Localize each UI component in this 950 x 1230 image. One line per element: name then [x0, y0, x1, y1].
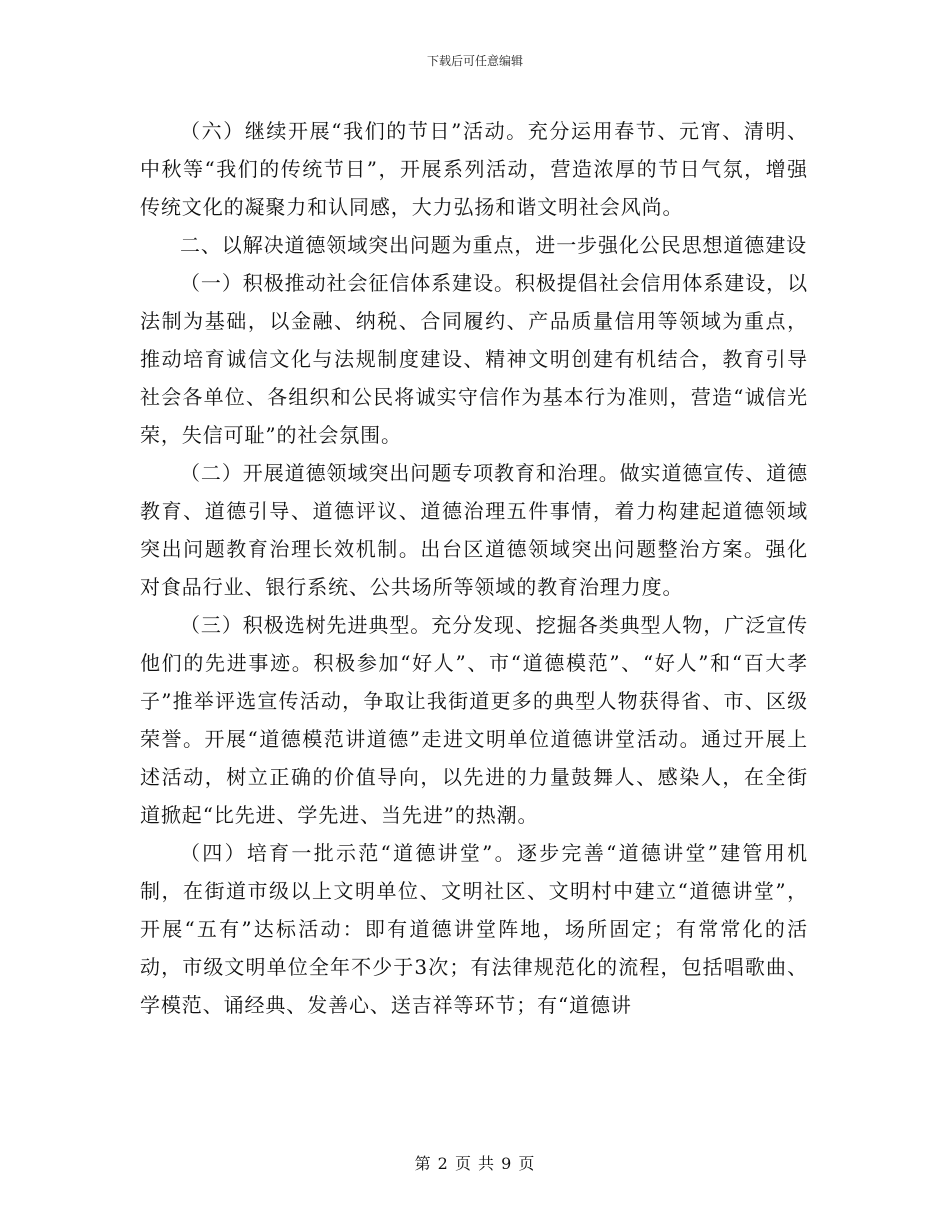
body-text	[140, 112, 808, 1024]
page-number: 第 2 页 共 9 页	[414, 1154, 536, 1173]
paragraph-festival-activities: （六）继续开展“我们的节日”活动。充分运用春节、元宵、清明、中秋等“我们的传统节日”，开展系列活动，营造浓厚的节日气氛，增强传统文化的凝聚力和认同感，大力弘扬和谐文明社会风尚。	[140, 119, 808, 219]
paragraph-credit-system: （一）积极推动社会征信体系建设。积极提倡社会信用体系建设，以法制为基础，以金融、纳税、合同履约、产品质量信用等领域为重点，推动培育诚信文化与法规制度建设、精神文明创建有机结合，教育引导社会各单位、各组织和公民将诚实守信作为基本行为准则，营造“诚信光荣，失信可耻”的社会氛围。	[140, 271, 808, 447]
header-note: 下载后可任意编辑	[426, 54, 523, 68]
section-heading-two: 二、以解决道德领域突出问题为重点，进一步强化公民思想道德建设	[180, 233, 807, 257]
paragraph-moral-governance: （二）开展道德领域突出问题专项教育和治理。做实道德宣传、道德教育、道德引导、道德评议、道德治理五件事情，着力构建起道德领域突出问题教育治理长效机制。出台区道德领域突出问题整治方案。强化对食品行业、银行系统、公共场所等领域的教育治理力度。	[140, 461, 808, 599]
paragraph-moral-lecture-hall: （四）培育一批示范“道德讲堂”。逐步完善“道德讲堂”建管用机制，在街道市级以上文明单位、文明社区、文明村中建立“道德讲堂”，开展“五有”达标活动：即有道德讲堂阵地，场所固定；有常常化的活动，市级文明单位全年不少于3次；有法律规范化的流程，包括唱歌曲、学模范、诵经典、发善心、送吉祥等环节；有“道德讲	[140, 841, 808, 1017]
paragraph-role-models: （三）积极选树先进典型。充分发现、挖掘各类典型人物，广泛宣传他们的先进事迹。积极参加“好人”、市“道德模范”、“好人”和“百大孝子”推举评选宣传活动，争取让我街道更多的典型人物获得省、市、区级荣誉。开展“道德模范讲道德”走进文明单位道德讲堂活动。通过开展上述活动，树立正确的价值导向，以先进的力量鼓舞人、感染人，在全街道掀起“比先进、学先进、当先进”的热潮。	[140, 613, 808, 827]
